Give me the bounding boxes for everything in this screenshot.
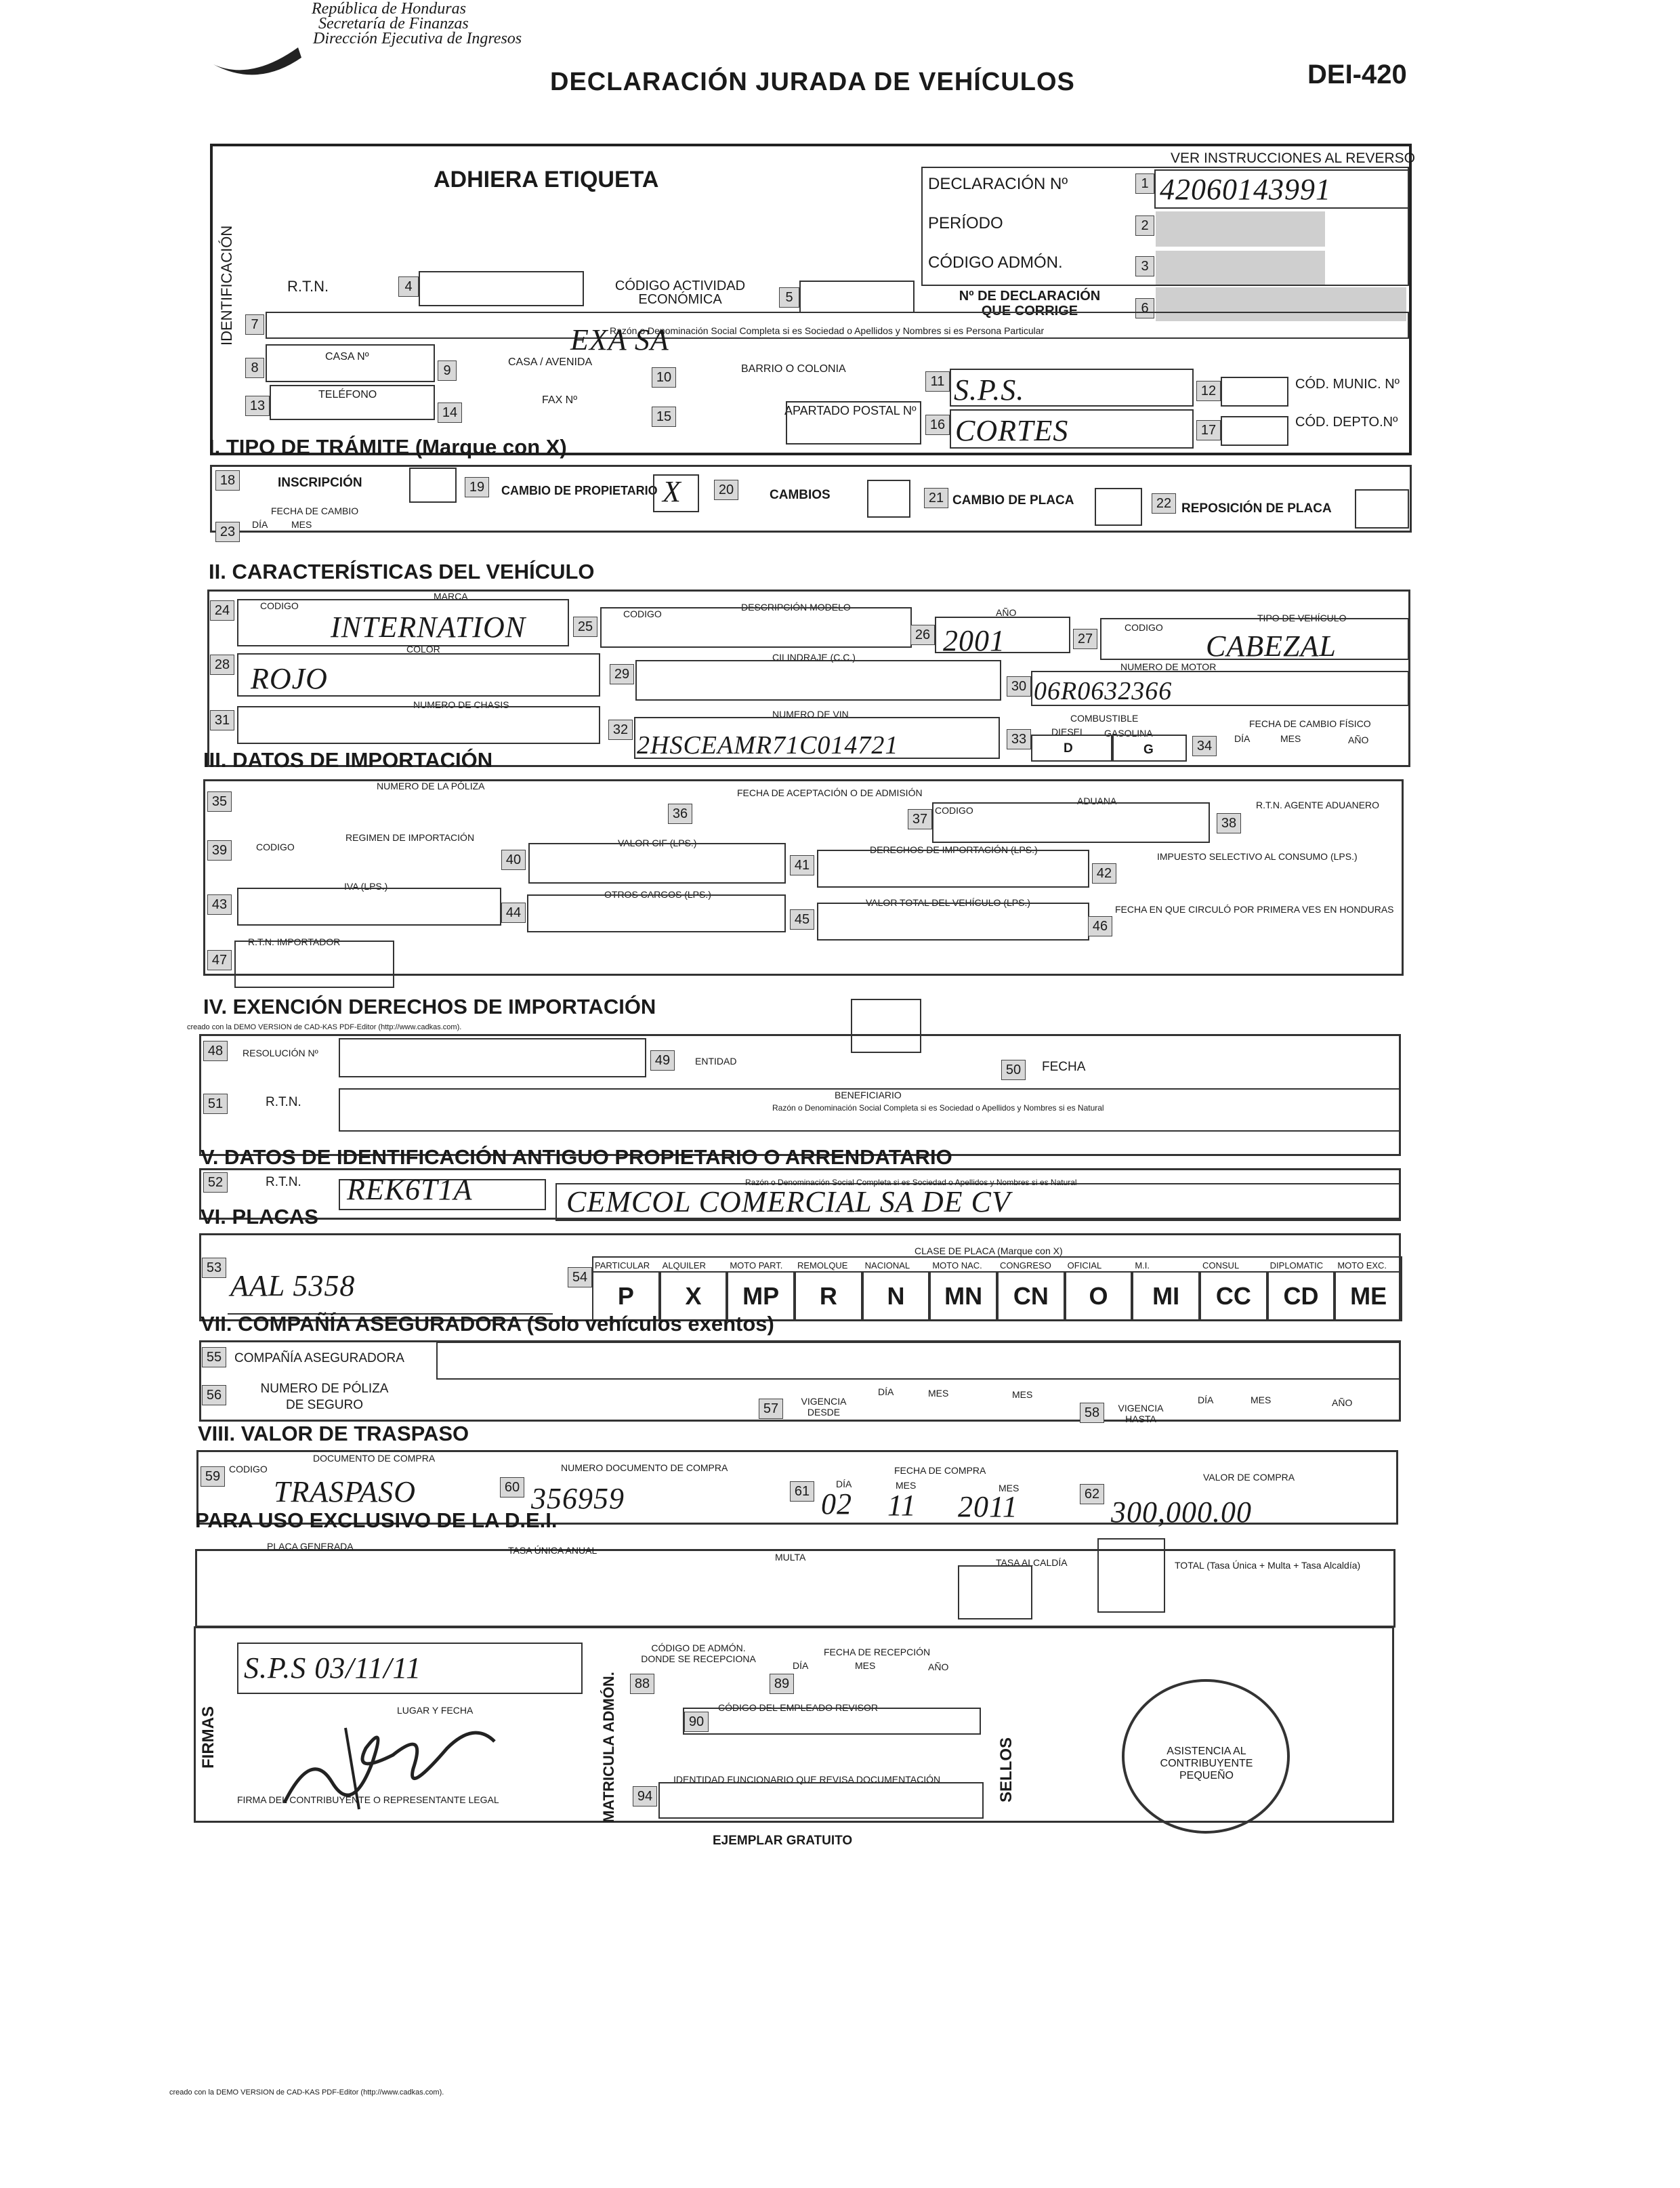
field-num-42: 42: [1092, 863, 1116, 884]
placa-value: AAL 5358: [230, 1269, 356, 1302]
iva-label: IVA (LPS.): [344, 881, 388, 892]
desde-dia: DÍA: [878, 1386, 894, 1397]
compra-mes-value: 11: [887, 1489, 917, 1522]
cilindraje-field[interactable]: [635, 660, 1001, 701]
field-num-15: 15: [652, 407, 676, 427]
desde-mes: MES: [928, 1388, 949, 1399]
field-num-1: 1: [1135, 173, 1154, 194]
plate-type-code: ME: [1350, 1282, 1387, 1310]
poliza-seguro-label: NUMERO DE PÓLIZA DE SEGURO: [260, 1382, 389, 1412]
cod-depto-field[interactable]: [1221, 416, 1288, 446]
field-num-30: 30: [1007, 676, 1031, 697]
compra-anio-value: 2011: [958, 1490, 1018, 1523]
numero-doc-value: 356959: [531, 1482, 625, 1515]
section-aseguradora-title: VII. COMPAÑÍA ASEGURADORA (Solo vehículos exentos): [201, 1312, 774, 1336]
field-num-51: 51: [203, 1094, 228, 1114]
documento-value: TRASPASO: [274, 1475, 417, 1508]
plate-type-label: ALQUILER: [662, 1260, 706, 1271]
plate-type-code: MP: [742, 1282, 780, 1310]
fecha-compra-label: FECHA DE COMPRA: [894, 1465, 986, 1476]
antiguo-rtn-value: REK6T1A: [347, 1173, 473, 1206]
field-num-5: 5: [779, 287, 799, 308]
field-num-9: 9: [438, 360, 457, 381]
field-num-88: 88: [630, 1674, 654, 1694]
compra-dia-label: DÍA: [836, 1479, 852, 1489]
tipo-codigo-label: CODIGO: [1125, 622, 1163, 633]
ciudad-value: S.P.S.: [954, 373, 1025, 407]
plate-type-code: CC: [1215, 1282, 1251, 1310]
field-num-8: 8: [245, 358, 264, 378]
declaracion-label: DECLARACIÓN Nº: [928, 175, 1068, 193]
antiguo-nombre-value: CEMCOL COMERCIAL SA DE CV: [566, 1185, 1011, 1218]
field-num-36: 36: [668, 804, 692, 824]
placa-generada-label: PLACA GENERADA: [267, 1541, 354, 1552]
tipo-label: TIPO DE VEHÍCULO: [1257, 613, 1347, 623]
field-num-45: 45: [790, 909, 814, 930]
ejemplar-gratuito: EJEMPLAR GRATUITO: [713, 1834, 853, 1848]
iva-field[interactable]: [237, 888, 501, 926]
plate-type-label: M.I.: [1135, 1260, 1150, 1271]
depto-value: CORTES: [955, 414, 1069, 447]
field-num-26: 26: [910, 625, 935, 645]
vigencia-hasta-label: VIGENCIA HASTA: [1118, 1403, 1164, 1424]
valor-compra-label: VALOR DE COMPRA: [1203, 1472, 1295, 1483]
field-num-37: 37: [908, 809, 932, 829]
hasta-mes: MES: [1251, 1395, 1272, 1405]
sellos-side-label: SELLOS: [997, 1737, 1015, 1802]
recepcion-anio: AÑO: [928, 1661, 949, 1672]
field-num-33: 33: [1007, 729, 1031, 749]
footer-watermark: creado con la DEMO VERSION de CAD-KAS PDF-Editor (http://www.cadkas.com).: [169, 2088, 444, 2097]
field-num-47: 47: [207, 950, 232, 970]
plate-type-code: N: [887, 1282, 905, 1310]
reposicion-label: REPOSICIÓN DE PLACA: [1181, 501, 1332, 516]
fax-label: FAX Nº: [542, 394, 578, 406]
field-num-32: 32: [608, 720, 633, 740]
field-num-89: 89: [770, 1674, 794, 1694]
marca-label: MARCA: [434, 591, 468, 602]
field-num-54: 54: [568, 1267, 592, 1287]
motor-value: 06R0632366: [1034, 677, 1173, 705]
field-num-46: 46: [1088, 916, 1112, 936]
plate-type-label: MOTO PART.: [730, 1260, 783, 1271]
poliza-label: NUMERO DE LA PÓLIZA: [377, 781, 485, 791]
antiguo-razon-label: Razón o Denominación Social Completa si es Sociedad o Apellidos y Nombres si es Natural: [745, 1178, 1077, 1187]
vigencia-desde-label: VIGENCIA DESDE: [801, 1396, 847, 1418]
field-num-57: 57: [759, 1399, 783, 1419]
section-traspaso-title: VIII. VALOR DE TRASPASO: [198, 1422, 469, 1445]
apartado-label: APARTADO POSTAL Nº: [784, 404, 917, 417]
field-num-18: 18: [215, 470, 240, 491]
fecha-cambio-mes: MES: [291, 519, 312, 530]
tipo-value: CABEZAL: [1206, 629, 1337, 663]
cambios-checkbox[interactable]: [867, 480, 910, 518]
cod-munic-label: CÓD. MUNIC. Nº: [1295, 377, 1400, 392]
field-num-53: 53: [202, 1258, 226, 1278]
beneficiario-label: BENEFICIARIO: [835, 1090, 902, 1100]
fecha-cambio-dia: DÍA: [252, 519, 268, 530]
field-num-62: 62: [1080, 1484, 1104, 1504]
exencion-fecha-label: FECHA: [1042, 1060, 1086, 1074]
identidad-field[interactable]: [658, 1782, 984, 1819]
marca-codigo-label: CODIGO: [260, 600, 299, 611]
field-num-4: 4: [398, 276, 419, 297]
codigo-admon-label: CÓDIGO ADMÓN.: [928, 253, 1063, 272]
field-num-27: 27: [1073, 629, 1097, 649]
plate-type-label: NACIONAL: [864, 1260, 910, 1271]
plate-type-code: X: [685, 1282, 702, 1310]
selectivo-label: IMPUESTO SELECTIVO AL CONSUMO (LPS.): [1157, 851, 1358, 862]
modelo-field[interactable]: [600, 607, 912, 648]
motor-label: NUMERO DE MOTOR: [1120, 661, 1217, 672]
section-vehiculo-title: II. CARACTERÍSTICAS DEL VEHÍCULO: [209, 560, 595, 583]
diesel-code: D: [1064, 741, 1073, 756]
field-num-22: 22: [1152, 493, 1176, 514]
field-num-44: 44: [501, 903, 526, 923]
derechos-label: DERECHOS DE IMPORTACIÓN (LPS.): [870, 844, 1038, 855]
field-num-16: 16: [925, 415, 950, 435]
plate-type-code: R: [819, 1282, 837, 1310]
vin-label: NUMERO DE VIN: [772, 709, 849, 720]
header-ministry: Secretaría de Finanzas: [318, 15, 469, 33]
cambio-propietario-label: CAMBIO DE PROPIETARIO: [501, 484, 658, 497]
section-placas-title: VI. PLACAS: [201, 1205, 318, 1229]
field-num-38: 38: [1217, 813, 1241, 833]
valor-compra-value: 300,000.00: [1111, 1495, 1252, 1529]
field-num-39: 39: [207, 840, 232, 861]
field-num-23: 23: [215, 522, 240, 542]
identidad-label: IDENTIDAD FUNCIONARIO QUE REVISA DOCUMENTACIÓN: [673, 1774, 941, 1785]
rtn-label: R.T.N.: [287, 278, 329, 295]
section-dei-title: PARA USO EXCLUSIVO DE LA D.E.I.: [195, 1508, 558, 1532]
color-label: COLOR: [406, 644, 440, 655]
page-title: DECLARACIÓN JURADA DE VEHÍCULOS: [550, 68, 1075, 96]
fecha-recepcion-label: FECHA DE RECEPCIÓN: [824, 1647, 931, 1657]
combustible-label: COMBUSTIBLE: [1070, 713, 1139, 724]
alcaldia-box[interactable]: [1097, 1538, 1165, 1613]
exencion-watermark: creado con la DEMO VERSION de CAD-KAS PDF-Editor (http://www.cadkas.com).: [187, 1023, 462, 1031]
reposicion-checkbox[interactable]: [1355, 489, 1409, 529]
aduana-field[interactable]: [932, 802, 1210, 843]
modelo-label: DESCRIPCIÓN MODELO: [741, 602, 851, 613]
field-num-35: 35: [207, 791, 232, 812]
compra-dia-value: 02: [821, 1487, 852, 1521]
inscripcion-checkbox[interactable]: [409, 468, 457, 503]
field-num-29: 29: [610, 664, 634, 684]
chasis-field[interactable]: [237, 706, 600, 744]
compra-mes-label: MES: [896, 1480, 917, 1491]
plate-type-code: MN: [944, 1282, 983, 1310]
field-num-52: 52: [203, 1172, 228, 1193]
regimen-label: REGIMEN DE IMPORTACIÓN: [345, 832, 475, 843]
antiguo-rtn-label: R.T.N.: [266, 1175, 301, 1189]
field-num-60: 60: [500, 1477, 524, 1498]
resolucion-label: RESOLUCIÓN Nº: [243, 1048, 318, 1058]
actividad-field[interactable]: [799, 281, 915, 313]
regimen-codigo-label: CODIGO: [256, 842, 295, 852]
valor-total-field[interactable]: [817, 903, 1089, 941]
section-tramite-title: I. TIPO DE TRÁMITE (Marque con X): [209, 435, 567, 459]
color-value: ROJO: [251, 662, 328, 695]
compra-anio-label: MES: [999, 1483, 1020, 1493]
otros-label: OTROS CARGOS (LPS.): [604, 889, 711, 900]
aduana-codigo-label: CODIGO: [935, 805, 973, 816]
exencion-rtn-label: R.T.N.: [266, 1095, 301, 1109]
entidad-label: ENTIDAD: [695, 1056, 737, 1067]
aduana-label: ADUANA: [1077, 796, 1117, 806]
valor-cif-label: VALOR CIF (LPS.): [618, 838, 697, 848]
plate-type-code: CD: [1283, 1282, 1319, 1310]
agente-label: R.T.N. AGENTE ADUANERO: [1256, 800, 1380, 810]
cambio-placa-checkbox[interactable]: [1095, 488, 1142, 526]
section-antiguo-title: V. DATOS DE IDENTIFICACIÓN ANTIGUO PROPIETARIO O ARRENDATARIO: [201, 1145, 952, 1169]
field-num-41: 41: [790, 855, 814, 875]
documento-label: DOCUMENTO DE COMPRA: [313, 1453, 436, 1464]
telefono-label: TELÉFONO: [318, 389, 377, 400]
hasta-anio: AÑO: [1332, 1397, 1353, 1408]
header-agency: Dirección Ejecutiva de Ingresos: [313, 30, 522, 47]
field-num-14: 14: [438, 402, 462, 423]
rtn-importador-label: R.T.N. IMPORTADOR: [248, 936, 341, 947]
recepcion-dia: DÍA: [793, 1660, 809, 1671]
recepcion-mes: MES: [855, 1660, 876, 1671]
beneficiario-razon-label: Razón o Denominación Social Completa si es Sociedad o Apellidos y Nombres si es Natural: [772, 1103, 1104, 1113]
valor-cif-field[interactable]: [528, 843, 786, 884]
header-country: República de Honduras: [312, 0, 466, 18]
marca-value: INTERNATION: [331, 611, 526, 644]
corrige-label: Nº DE DECLARACIÓN QUE CORRIGE: [959, 289, 1101, 318]
stamp-text: ASISTENCIA AL CONTRIBUYENTE PEQUEÑO: [1160, 1746, 1253, 1781]
clase-placa-label: CLASE DE PLACA (Marque con X): [915, 1245, 1063, 1256]
field-num-61: 61: [790, 1481, 814, 1502]
valor-total-label: VALOR TOTAL DEL VEHÍCULO (LPS.): [866, 897, 1030, 908]
razon-label: Razón o Denominación Social Completa si es Sociedad o Apellidos y Nombres si es Persona Particular: [610, 325, 1045, 336]
codigo-admon-redacted: [1156, 251, 1325, 285]
compania-field[interactable]: [436, 1342, 1401, 1380]
placa-field[interactable]: [228, 1292, 553, 1315]
plate-type-code: CN: [1013, 1282, 1049, 1310]
field-num-25: 25: [573, 617, 597, 637]
lugar-label: LUGAR Y FECHA: [397, 1705, 474, 1716]
plate-type-label: CONGRESO: [1000, 1260, 1051, 1271]
plate-type-label: REMOLQUE: [797, 1260, 848, 1271]
anio-value: 2001: [943, 624, 1005, 657]
field-num-20: 20: [714, 480, 738, 500]
field-num-59: 59: [201, 1466, 225, 1487]
field-num-48: 48: [203, 1041, 228, 1061]
periodo-label: PERÍODO: [928, 214, 1003, 232]
field-num-31: 31: [210, 710, 234, 730]
periodo-redacted: [1156, 211, 1325, 247]
field-num-2: 2: [1135, 215, 1154, 236]
field-num-49: 49: [650, 1050, 675, 1071]
cambio-propietario-mark: X: [663, 475, 681, 508]
gasolina-label: GASOLINA: [1104, 728, 1153, 739]
compania-label: COMPAÑÍA ASEGURADORA: [234, 1351, 404, 1365]
traspaso-codigo-label: CODIGO: [229, 1464, 268, 1474]
field-num-28: 28: [210, 655, 234, 675]
razon-value: EXA SA: [570, 323, 669, 356]
field-num-13: 13: [245, 396, 270, 416]
modelo-codigo-label: CODIGO: [623, 608, 662, 619]
section-exencion-title: IV. EXENCIÓN DERECHOS DE IMPORTACIÓN: [203, 995, 656, 1018]
cod-admon-label: CÓDIGO DE ADMÓN. DONDE SE RECEPCIONA: [641, 1643, 756, 1664]
fecha-fisico-anio: AÑO: [1348, 735, 1369, 745]
cod-depto-label: CÓD. DEPTO.Nº: [1295, 415, 1398, 430]
field-num-11: 11: [925, 371, 950, 392]
plate-type-label: DIPLOMATIC: [1269, 1260, 1324, 1271]
plate-type-code: P: [617, 1282, 634, 1310]
fecha-aceptacion-label: FECHA DE ACEPTACIÓN O DE ADMISIÓN: [737, 787, 923, 798]
field-num-55: 55: [202, 1347, 226, 1367]
multa-label: MULTA: [775, 1552, 806, 1563]
fecha-cambio-label: FECHA DE CAMBIO: [271, 505, 359, 516]
cambio-placa-label: CAMBIO DE PLACA: [952, 493, 1074, 508]
rtn-importador-field[interactable]: [234, 941, 394, 988]
firma-label: FIRMA DEL CONTRIBUYENTE O REPRESENTANTE LEGAL: [237, 1794, 499, 1805]
field-num-50: 50: [1001, 1060, 1026, 1080]
diesel-label: DIESEL: [1051, 726, 1085, 737]
field-num-7: 7: [245, 314, 264, 335]
anio-label: AÑO: [996, 607, 1017, 618]
gasolina-code: G: [1143, 743, 1154, 757]
casa-label: CASA Nº: [325, 351, 369, 363]
actividad-label: CÓDIGO ACTIVIDAD ECONÓMICA: [614, 278, 746, 307]
resolucion-field[interactable]: [339, 1038, 646, 1077]
field-num-43: 43: [207, 894, 232, 915]
matricula-side-label: MATRICULA ADMÓN.: [600, 1672, 617, 1823]
cambios-label: CAMBIOS: [770, 488, 831, 502]
rtn-field[interactable]: [419, 271, 584, 306]
header-logo-swoosh: [210, 34, 305, 81]
section-importacion-title: III. DATOS DE IMPORTACIÓN: [203, 748, 493, 772]
plate-type-code: O: [1089, 1282, 1108, 1310]
firmas-side-label: FIRMAS: [199, 1706, 217, 1769]
field-num-24: 24: [210, 600, 234, 621]
field-num-21: 21: [924, 488, 948, 508]
fecha-fisico-mes: MES: [1280, 733, 1301, 744]
field-num-94: 94: [633, 1786, 657, 1807]
avenida-label: CASA / AVENIDA: [508, 356, 593, 368]
field-num-40: 40: [501, 850, 526, 870]
alcaldia-field[interactable]: [958, 1565, 1032, 1619]
field-num-10: 10: [652, 367, 676, 388]
fecha-fisico-label: FECHA DE CAMBIO FÍSICO: [1249, 718, 1371, 729]
plate-type-label: PARTICULAR: [595, 1260, 650, 1271]
lugar-value: S.P.S 03/11/11: [244, 1651, 422, 1685]
field-num-58: 58: [1080, 1403, 1104, 1423]
casa-field[interactable]: [266, 344, 435, 382]
desde-anio: MES: [1012, 1389, 1033, 1400]
declaracion-value: 42060143991: [1160, 173, 1331, 206]
numero-doc-label: NUMERO DOCUMENTO DE COMPRA: [561, 1462, 728, 1473]
cod-munic-field[interactable]: [1221, 377, 1288, 407]
derechos-field[interactable]: [817, 850, 1089, 888]
fecha-circulo-label: FECHA EN QUE CIRCULÓ POR PRIMERA VES EN HONDURAS: [1115, 904, 1394, 915]
instructions-note: VER INSTRUCCIONES AL REVERSO: [1171, 150, 1415, 166]
total-label: TOTAL (Tasa Única + Multa + Tasa Alcaldía): [1175, 1560, 1361, 1571]
empleado-field[interactable]: [683, 1708, 981, 1735]
tasa-unica-label: TASA ÚNICA ANUAL: [508, 1545, 597, 1556]
empleado-label: CÓDIGO DEL EMPLEADO REVISOR: [718, 1702, 878, 1713]
hasta-dia: DÍA: [1198, 1395, 1214, 1405]
field-num-90: 90: [684, 1712, 709, 1732]
inscripcion-label: INSCRIPCIÓN: [278, 476, 362, 490]
field-num-3: 3: [1135, 256, 1154, 276]
plate-type-label: MOTO EXC.: [1337, 1260, 1387, 1271]
tasa-alcaldia-label: TASA ALCALDÍA: [996, 1557, 1068, 1568]
vin-value: 2HSCEAMR71C014721: [637, 731, 899, 760]
field-num-17: 17: [1196, 420, 1221, 440]
identificacion-side-label: IDENTIFICACIÓN: [218, 225, 235, 346]
field-num-56: 56: [202, 1385, 226, 1405]
otros-field[interactable]: [527, 894, 786, 932]
telefono-field[interactable]: [270, 385, 435, 420]
field-num-34: 34: [1192, 736, 1217, 756]
field-num-19: 19: [465, 477, 489, 497]
apartado-field[interactable]: [786, 401, 921, 445]
plate-type-label: OFICIAL: [1067, 1260, 1102, 1271]
adhiera-etiqueta: ADHIERA ETIQUETA: [434, 167, 659, 192]
plate-type-label: MOTO NAC.: [932, 1260, 982, 1271]
field-num-12: 12: [1196, 381, 1221, 401]
field-num-6: 6: [1135, 298, 1154, 318]
form-code: DEI-420: [1307, 60, 1407, 89]
cilindraje-label: CILINDRAJE (C.C.): [772, 652, 856, 663]
barrio-label: BARRIO O COLONIA: [741, 363, 846, 375]
chasis-label: NUMERO DE CHASIS: [413, 699, 509, 710]
plate-type-code: MI: [1152, 1282, 1180, 1310]
fecha-fisico-dia: DÍA: [1234, 733, 1251, 744]
plate-type-label: CONSUL: [1202, 1260, 1240, 1271]
